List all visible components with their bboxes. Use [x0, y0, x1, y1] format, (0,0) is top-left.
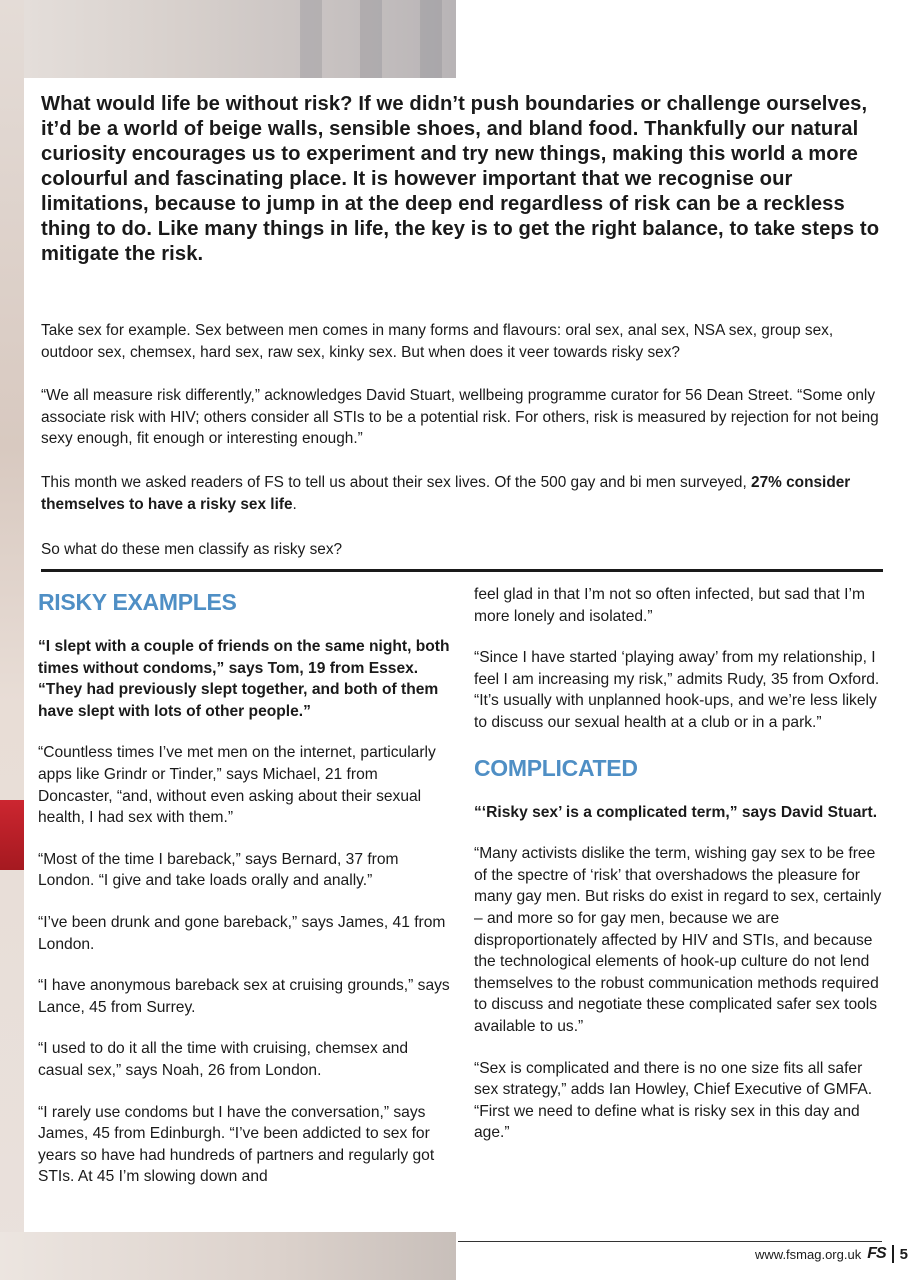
- quote-noah: “I used to do it all the time with cruising, chemsex and casual sex,” says Noah, 26 from London.: [38, 1040, 409, 1079]
- quote-james-45-continued: feel glad in that I’m not so often infected, but sad that I’m more lonely and isolated.”: [474, 586, 865, 625]
- intro-standfirst: What would life be without risk? If we didn’t push boundaries or challenge ourselves, it’d be a world of beige walls, sensible shoes, and bland food. Thankfully our natural curiosity encourages us to experiment and try new things, making this world a more colourful and fascinating place. It is however important that we recognise our limitations, because to jump in at the deep end regardless of risk can be a reckless thing to do. Like many things in life, the key is to get the right balance, to take steps to mitigate the risk.: [41, 93, 880, 265]
- left-column: [38, 584, 452, 1208]
- body-paragraph-4: So what do these men classify as risky sex?: [41, 541, 343, 558]
- quote-tom: “I slept with a couple of friends on the same night, both times without condoms,” says Tom, 19 from Essex. “They had previously slept together, and both of them have slept with lots of other people.”: [38, 638, 450, 720]
- quote-david-stuart: “Many activists dislike the term, wishing gay sex to be free of the spectre of ‘risk’ that overshadows the pleasure for many gay men. But risks do exist in regard to sex, certainly – and more so for gay men, because we are disproportionately affected by HIV and STIs, and because the technological elements of hook-up culture do not lend themselves to the robust communication methods required to discuss and negotiate these complicated safer sex tools available to us.”: [474, 845, 882, 1035]
- body-paragraph-3: [41, 472, 887, 515]
- photo-red-accent: [0, 800, 24, 870]
- quote-ian-howley: “Sex is complicated and there is no one size fits all safer sex strategy,” adds Ian Howley, Chief Executive of GMFA. “First we need to define what is risky sex in this day and age.”: [474, 1059, 873, 1142]
- footer-rule: [458, 1241, 882, 1242]
- survey-stat: 27% consider themselves to have a risky sex life: [41, 474, 851, 513]
- body-paragraph-2: “We all measure risk differently,” acknowledges David Stuart, wellbeing programme curator for 56 Dean Street. “Some only associate risk with HIV; others consider all STIs to be a potential risk. For others, risk is measured by rejection for not being sexy enough, fit enough or interesting enough.”: [41, 387, 879, 447]
- quote-michael: “Countless times I’ve met men on the internet, particularly apps like Grindr or Tinder,” says Michael, 21 from Doncaster, “and, without even asking about their sexual health, I had sex with them.”: [38, 744, 436, 827]
- background-photo-top: [0, 0, 456, 80]
- quote-bernard: “Most of the time I bareback,” says Bernard, 37 from London. “I give and take loads orally and anally.”: [38, 850, 399, 890]
- photo-stripe: [300, 0, 322, 80]
- fs-logo: FS: [867, 1245, 886, 1262]
- background-photo-left: [0, 0, 24, 1280]
- footer-separator: [892, 1245, 894, 1263]
- photo-stripe: [360, 0, 382, 80]
- quote-rudy: “Since I have started ‘playing away’ from my relationship, I feel I am increasing my risk,” admits Rudy, 35 from Oxford. “It’s usually with unplanned hook-ups, and we’re less likely to discuss our sexual health at a club or in a park.”: [474, 649, 880, 731]
- survey-text-end: .: [292, 495, 297, 513]
- page-number: 5: [899, 1245, 908, 1263]
- survey-text: This month we asked readers of FS to tell us about their sex lives. Of the 500 gay and bi men surveyed,: [41, 474, 752, 491]
- page-footer: [755, 1244, 908, 1264]
- risky-examples-heading: RISKY EXAMPLES: [38, 589, 237, 615]
- body-paragraph-1: Take sex for example. Sex between men comes in many forms and flavours: oral sex, anal sex, NSA sex, group sex, outdoor sex, chemsex, hard sex, raw sex, kinky sex. But when does it veer towards risky sex?: [41, 322, 834, 361]
- section-divider: [41, 569, 883, 572]
- complicated-heading: COMPLICATED: [474, 754, 638, 781]
- quote-lance: “I have anonymous bareback sex at cruising grounds,” says Lance, 45 from Surrey.: [38, 977, 450, 1016]
- photo-stripe: [420, 0, 442, 80]
- quote-david-stuart-lead: “‘Risky sex’ is a complicated term,” says David Stuart.: [474, 803, 878, 821]
- quote-james-45: “I rarely use condoms but I have the conversation,” says James, 45 from Edinburgh. “I’ve been addicted to sex for years so have had hundreds of partners and regularly got STIs. At 45 I’m slowing down and: [38, 1103, 435, 1186]
- quote-james-41: “I’ve been drunk and gone bareback,” says James, 41 from London.: [38, 913, 446, 953]
- background-photo-bottom: [0, 1232, 456, 1280]
- right-column: [474, 584, 886, 1164]
- footer-url[interactable]: www.fsmag.org.uk: [755, 1246, 862, 1262]
